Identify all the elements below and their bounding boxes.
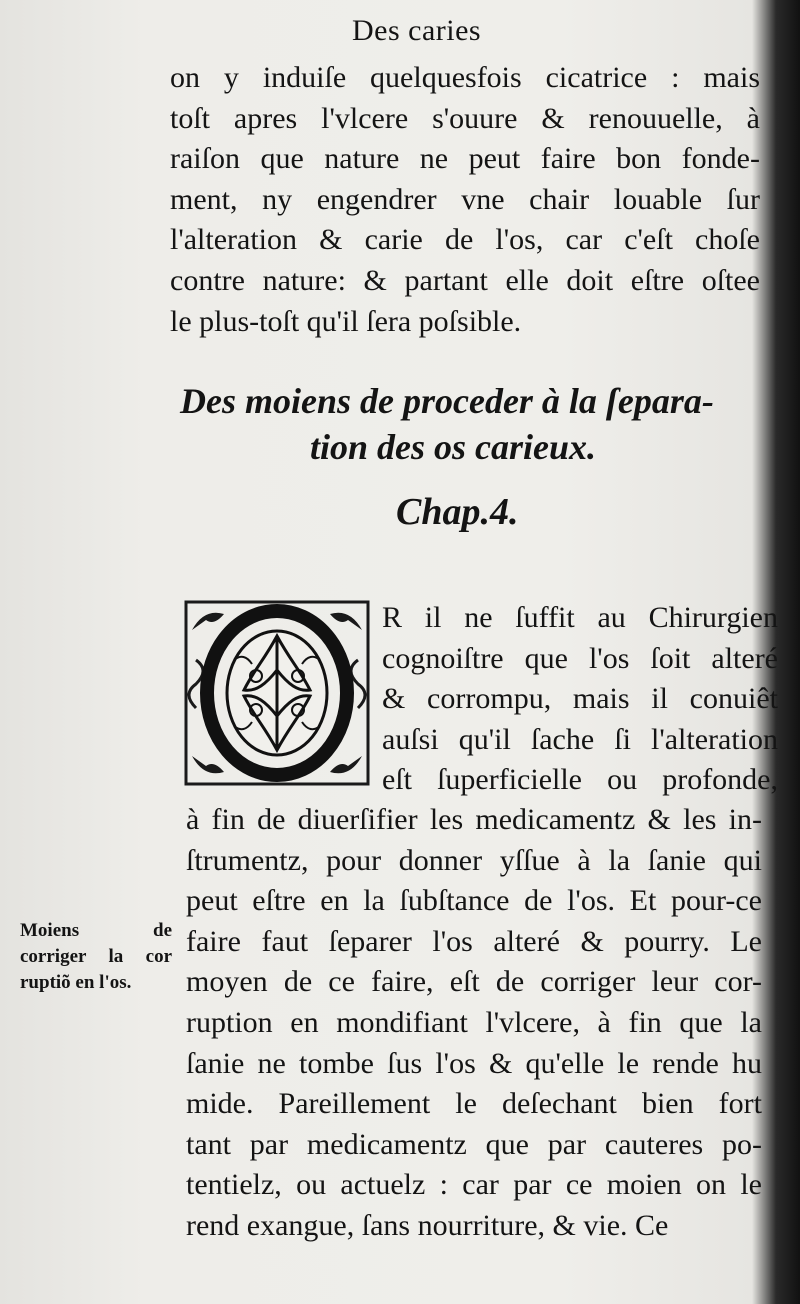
text-line: tentielz, ou actuelz : car par ce moien on le: [186, 1168, 762, 1202]
chapter-number: Chap.4.: [396, 491, 519, 533]
text-line: à fin de diuerſifier les medicamentz & les in-: [186, 803, 762, 836]
text-line: ment, ny engendrer vne chair louable ſur: [170, 182, 760, 216]
text-line: faire faut ſeparer l'os alteré & pourry. Le: [186, 924, 762, 958]
text-line: eſt ſuperficielle ou profonde,: [382, 763, 778, 797]
section-heading-line: Des moiens de proceder à la ſepara-: [180, 381, 714, 421]
text-line: moyen de ce faire, eſt de corriger leur cor-: [186, 965, 762, 999]
text-line: auſsi qu'il ſache ſi l'alteration: [382, 722, 778, 756]
ornamental-drop-cap-image: [184, 600, 370, 786]
text-line: l'alteration & carie de l'os, car c'eſt choſe: [170, 223, 760, 257]
section-heading-line: tion des os carieux.: [310, 427, 597, 467]
text-line: peut eſtre en la ſubſtance de l'os. Et pour-ce: [186, 884, 762, 918]
text-line: mide. Pareillement le deſechant bien fort: [186, 1087, 762, 1121]
text-line: ſanie ne tombe ſus l'os & qu'elle le rende hu: [186, 1046, 762, 1080]
margin-note: [20, 918, 172, 996]
running-head: Des caries: [352, 14, 482, 47]
text-line: toſt apres l'vlcere s'ouure & renouuelle, à: [170, 101, 760, 135]
text-line: contre nature: & partant elle doit eſtre oſtee: [170, 263, 760, 297]
paragraph-1: [170, 58, 760, 342]
text-line: & corrompu, mais il conuiêt: [382, 682, 778, 716]
text-line: R il ne ſuffit au Chirurgien: [382, 601, 778, 634]
margin-note-line: ruptiõ en l'os.: [20, 972, 132, 993]
text-line: on y induiſe quelquesfois cicatrice : mais: [170, 61, 760, 94]
text-line: le plus-toſt qu'il ſera poſsible.: [170, 304, 522, 338]
paragraph-2-beside-initial: [382, 598, 778, 801]
text-line: raiſon que nature ne peut faire bon fonde-: [170, 142, 760, 176]
text-line: ſtrumentz, pour donner yſſue à la ſanie qui: [186, 843, 762, 877]
text-line: ruption en mondifiant l'vlcere, à fin que la: [186, 1005, 762, 1039]
text-line: tant par medicamentz que par cauteres po-: [186, 1127, 762, 1161]
section-heading: [180, 378, 760, 470]
text-line: rend exangue, ſans nourriture, & vie. Ce: [186, 1208, 669, 1242]
paragraph-2: [186, 800, 762, 1247]
text-line: cognoiſtre que l'os ſoit alteré: [382, 641, 778, 675]
margin-note-line: corriger la cor: [20, 946, 172, 967]
margin-note-line: Moiens de: [20, 920, 172, 941]
ornamental-drop-cap: [184, 600, 370, 786]
